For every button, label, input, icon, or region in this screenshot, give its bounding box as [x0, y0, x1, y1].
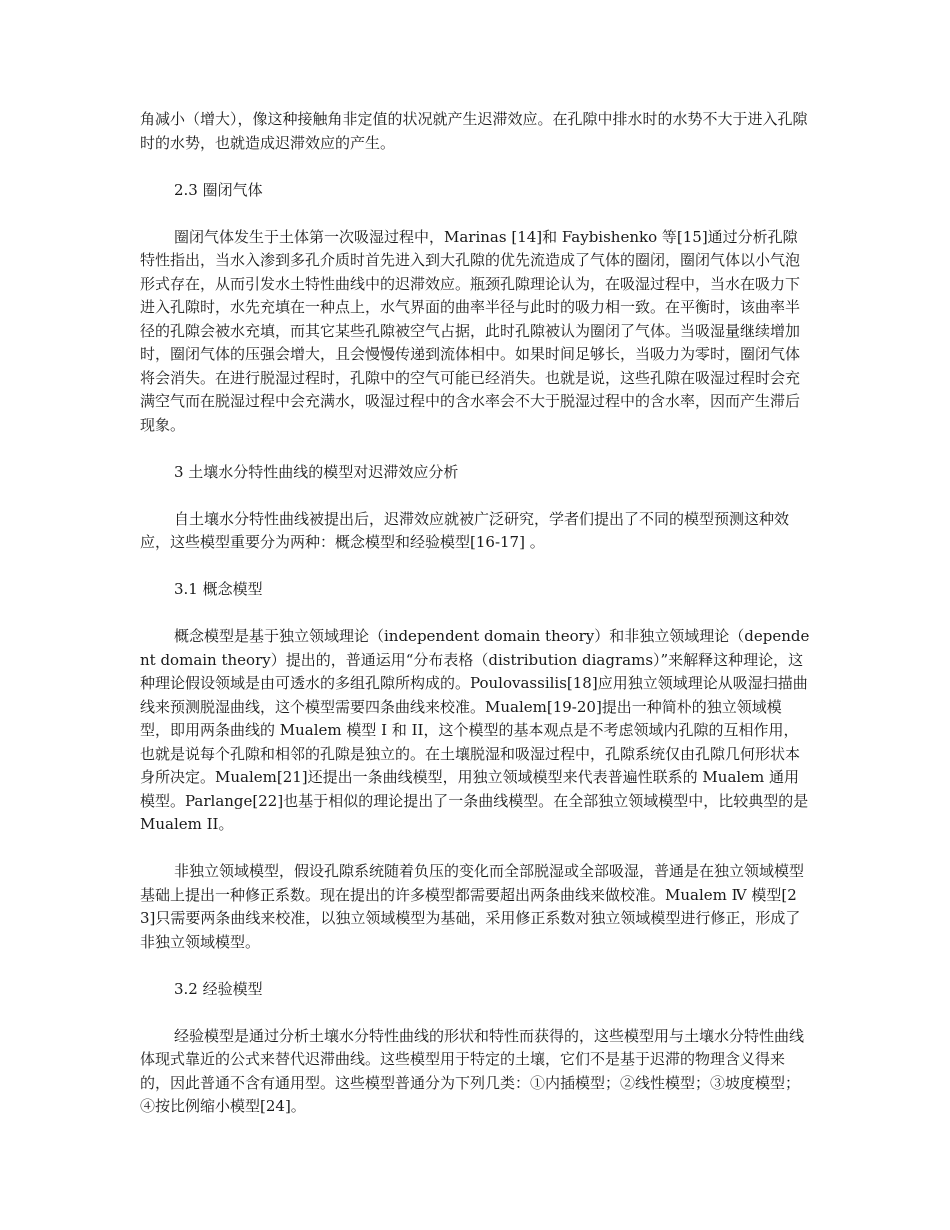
- paragraph-conceptual-models: 概念模型是基于独立领域理论（independent domain theory）和非独立领域理论（dependent domain theory）提出的，普通运用“分布表格（distribution diagrams）”来解释这种理论，这种理论假设领域是由可透水的多组孔隙所构成的。Poulovassilis[18]应用独立领域理论从吸湿扫描曲线来预测脱湿曲线，这个模型需要四条曲线来校准。Mualem[19-20]提出一种简朴的独立领域模型，即用两条曲线的 Mualem 模型 I 和 II，这个模型的基本观点是不考虑领域内孔隙的互相作用，也就是说每个孔隙和相邻的孔隙是独立的。在土壤脱湿和吸湿过程中，孔隙系统仅由孔隙几何形状本身所决定。Mualem[21]还提出一条曲线模型，用独立领域模型来代表普遍性联系的 Mualem 通用模型。Parlange[22]也基于相似的理论提出了一条曲线模型。在全部独立领域模型中，比较典型的是 Mualem II。: [140, 627, 810, 833]
- paragraph-empirical-models: 经验模型是通过分析土壤水分特性曲线的形状和特性而获得的，这些模型用与土壤水分特性曲线体现式靠近的公式来替代迟滞曲线。这些模型用于特定的土壤，它们不是基于迟滞的物理含义得来的，因此普通不含有通用型。这些模型普通分为下列几类：①内插模型；②线性模型；③坡度模型；④按比例缩小模型[24]。: [140, 1026, 805, 1115]
- section-heading-3-1: 3.1 概念模型: [174, 580, 263, 598]
- section-heading-2-3: 2.3 圈闭气体: [174, 180, 263, 199]
- paragraph-trapped-gas: 圈闭气体发生于土体第一次吸湿过程中，Marinas [14]和 Faybishenko 等[15]通过分析孔隙特性指出，当水入渗到多孔介质时首先进入到大孔隙的优先流造成了气体的圈闭，圈闭气体以小气泡形式存在，从而引发水土特性曲线中的迟滞效应。瓶颈孔隙理论认为，在吸湿过程中，当水在吸力下进入孔隙时，水先充填在一种点上，水气界面的曲率半径与此时的吸力相一致。在平衡时，该曲率半径的孔隙会被水充填，而其它某些孔隙被空气占据，此时孔隙被认为圈闭了气体。当吸湿量继续增加时，圈闭气体的压强会增大，且会慢慢传递到流体相中。如果时间足够长，当吸力为零时，圈闭气体将会消失。在进行脱湿过程时，孔隙中的空气可能已经消失。也就是说，这些孔隙在吸湿过程时会充满空气而在脱湿过程中会充满水，吸湿过程中的含水率会不大于脱湿过程中的含水率，因而产生滞后现象。: [140, 227, 801, 434]
- section-heading-3: 3 土壤水分特性曲线的模型对迟滞效应分析: [174, 462, 459, 481]
- section-heading-3-2: 3.2 经验模型: [174, 979, 263, 998]
- paragraph-models-intro: 自土壤水分特性曲线被提出后，迟滞效应就被广泛研究，学者们提出了不同的模型预测这种效应，这些模型重要分为两种：概念模型和经验模型[16-17] 。: [140, 509, 790, 551]
- paragraph-dependent-domain: 非独立领域模型，假设孔隙系统随着负压的变化而全部脱湿或全部吸湿，普通是在独立领域模型基础上提出一种修正系数。现在提出的许多模型都需要超出两条曲线来做校准。Mualem Ⅳ 模型[23]只需要两条曲线来校准，以独立领域模型为基础，采用修正系数对独立领域模型进行修正，形成了非独立领域模型。: [140, 862, 805, 951]
- paragraph-continued: 角减小（增大），像这种接触角非定值的状况就产生迟滞效应。在孔隙中排水时的水势不大于进入孔隙时的水势，也就造成迟滞效应的产生。: [140, 110, 808, 152]
- document-body: [140, 108, 810, 1142]
